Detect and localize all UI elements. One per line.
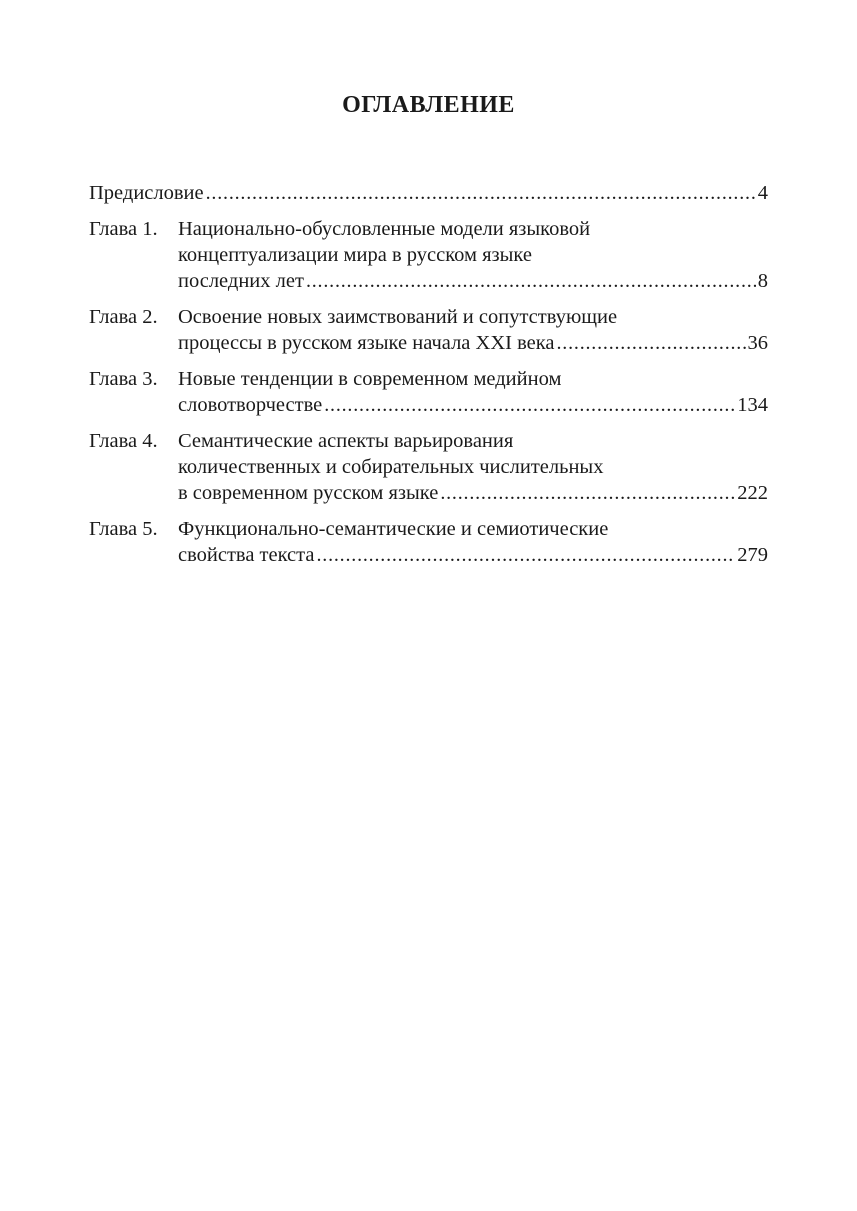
toc-entry-title: процессы в русском языке начала XXI века	[178, 332, 555, 354]
page-title: ОГЛАВЛЕНИЕ	[342, 92, 515, 118]
dot-leader	[440, 480, 735, 506]
dot-leader	[324, 392, 735, 418]
toc-entry-title: Семантические аспекты варьирования	[178, 430, 514, 452]
toc-entry-title: в современном русском языке	[178, 482, 439, 504]
toc-entry-line	[89, 454, 768, 480]
toc-entry-title: свойства текста	[178, 544, 315, 566]
toc-page-number: 279	[737, 544, 768, 566]
toc-page-number: 36	[747, 332, 768, 354]
toc-entry-line	[89, 180, 768, 206]
dot-leader	[206, 180, 756, 206]
toc-entry-line	[89, 268, 768, 294]
toc-entry-line	[89, 216, 768, 242]
toc-entry-title: концептуализации мира в русском языке	[178, 244, 532, 266]
toc-page-number: 222	[737, 482, 768, 504]
chapter-label: Глава 4.	[89, 430, 158, 452]
table-of-contents	[89, 180, 768, 578]
toc-entry-line	[89, 366, 768, 392]
toc-entry-chapter-2[interactable]	[89, 304, 768, 356]
toc-entry-chapter-1[interactable]	[89, 216, 768, 294]
toc-entry-line	[89, 304, 768, 330]
chapter-label: Глава 3.	[89, 368, 158, 390]
toc-page-number: 4	[757, 182, 768, 204]
toc-entry-title: количественных и собирательных числительных	[178, 456, 604, 478]
toc-entry-title: Предисловие	[89, 182, 204, 204]
toc-entry-chapter-5[interactable]	[89, 516, 768, 568]
toc-entry-line	[89, 428, 768, 454]
toc-entry-title: словотворчестве	[178, 394, 323, 416]
toc-entry-preface[interactable]	[89, 180, 768, 206]
dot-leader	[557, 330, 746, 356]
chapter-label: Глава 5.	[89, 518, 158, 540]
toc-page-number: 134	[737, 394, 768, 416]
toc-entry-chapter-3[interactable]	[89, 366, 768, 418]
toc-entry-line	[89, 330, 768, 356]
toc-entry-title: Новые тенденции в современном медийном	[178, 368, 562, 390]
toc-entry-title: Национально-обусловленные модели языковой	[178, 218, 591, 240]
dot-leader	[306, 268, 756, 294]
toc-entry-title: последних лет	[178, 270, 304, 292]
toc-entry-line	[89, 542, 768, 568]
toc-entry-title: Функционально-семантические и семиотические	[178, 518, 609, 540]
chapter-label: Глава 2.	[89, 306, 158, 328]
toc-entry-chapter-4[interactable]	[89, 428, 768, 506]
toc-page-number: 8	[757, 270, 768, 292]
toc-entry-line	[89, 392, 768, 418]
chapter-label: Глава 1.	[89, 218, 158, 240]
toc-entry-title: Освоение новых заимствований и сопутствующие	[178, 306, 618, 328]
toc-entry-line	[89, 480, 768, 506]
dot-leader	[316, 542, 735, 568]
toc-entry-line	[89, 242, 768, 268]
toc-entry-line	[89, 516, 768, 542]
